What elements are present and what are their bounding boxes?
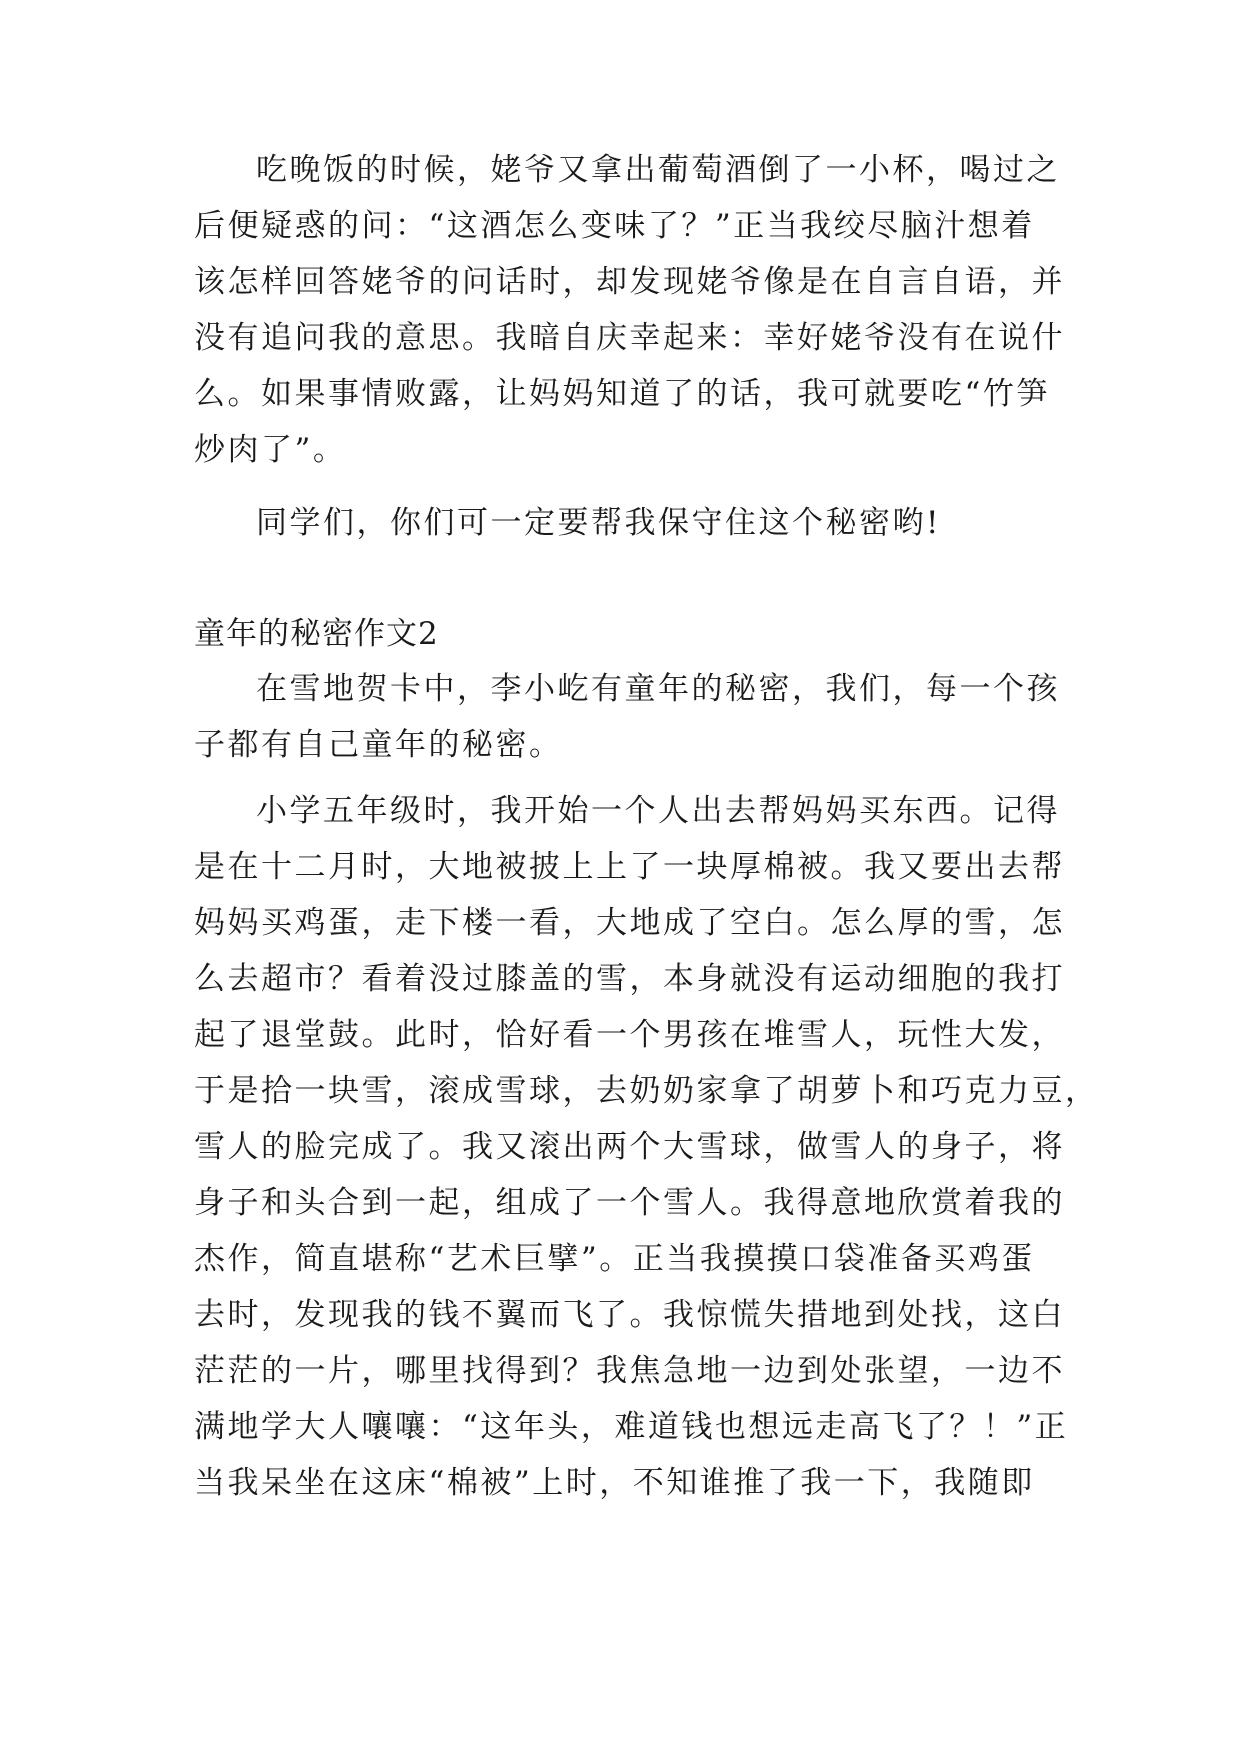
paragraph-line: 同学们，你们可一定要帮我保守住这个秘密哟! bbox=[256, 505, 941, 541]
paragraph-line: 雪人的脸完成了。我又滚出两个大雪球，做雪人的身子，将 bbox=[194, 1129, 1065, 1165]
paragraph-line: 身子和头合到一起，组成了一个雪人。我得意地欣赏着我的 bbox=[194, 1185, 1065, 1221]
paragraph-line: 是在十二月时，大地被披上上了一块厚棉被。我又要出去帮 bbox=[194, 849, 1065, 885]
paragraph-line: 妈妈买鸡蛋，走下楼一看，大地成了空白。怎么厚的雪，怎 bbox=[194, 905, 1065, 941]
section-heading: 童年的秘密作文2 bbox=[194, 616, 439, 652]
paragraph-line: 满地学大人嚷嚷：“这年头，难道钱也想远走高飞了？！”正 bbox=[194, 1409, 1069, 1445]
paragraph-line: 炒肉了”。 bbox=[194, 432, 347, 468]
paragraph-line: 起了退堂鼓。此时，恰好看一个男孩在堆雪人，玩性大发， bbox=[194, 1017, 1065, 1053]
paragraph-line: 当我呆坐在这床“棉被”上时，不知谁推了我一下，我随即 bbox=[194, 1465, 1035, 1501]
paragraph-line: 茫茫的一片，哪里找得到？我焦急地一边到处张望，一边不 bbox=[194, 1353, 1065, 1389]
paragraph-line: 在雪地贺卡中，李小屹有童年的秘密，我们，每一个孩 bbox=[256, 671, 1060, 707]
paragraph-line: 子都有自己童年的秘密。 bbox=[194, 727, 563, 763]
paragraph-line: 么。如果事情败露，让妈妈知道了的话，我可就要吃“竹笋 bbox=[194, 376, 1050, 412]
paragraph-line: 杰作，简直堪称“艺术巨擘”。正当我摸摸口袋准备买鸡蛋 bbox=[194, 1241, 1035, 1277]
paragraph-line: 吃晚饭的时候，姥爷又拿出葡萄酒倒了一小杯，喝过之 bbox=[256, 152, 1060, 188]
paragraph-line: 么去超市？看着没过膝盖的雪，本身就没有运动细胞的我打 bbox=[194, 961, 1065, 997]
paragraph-line: 于是拾一块雪，滚成雪球，去奶奶家拿了胡萝卜和巧克力豆， bbox=[194, 1073, 1099, 1109]
paragraph-line: 该怎样回答姥爷的问话时，却发现姥爷像是在自言自语，并 bbox=[194, 264, 1065, 300]
paragraph-line: 小学五年级时，我开始一个人出去帮妈妈买东西。记得 bbox=[256, 793, 1060, 829]
paragraph-line: 去时，发现我的钱不翼而飞了。我惊慌失措地到处找，这白 bbox=[194, 1297, 1065, 1333]
paragraph-line: 后便疑惑的问：“这酒怎么变味了？”正当我绞尽脑汁想着 bbox=[194, 208, 1035, 244]
paragraph-line: 没有追问我的意思。我暗自庆幸起来：幸好姥爷没有在说什 bbox=[194, 320, 1065, 356]
